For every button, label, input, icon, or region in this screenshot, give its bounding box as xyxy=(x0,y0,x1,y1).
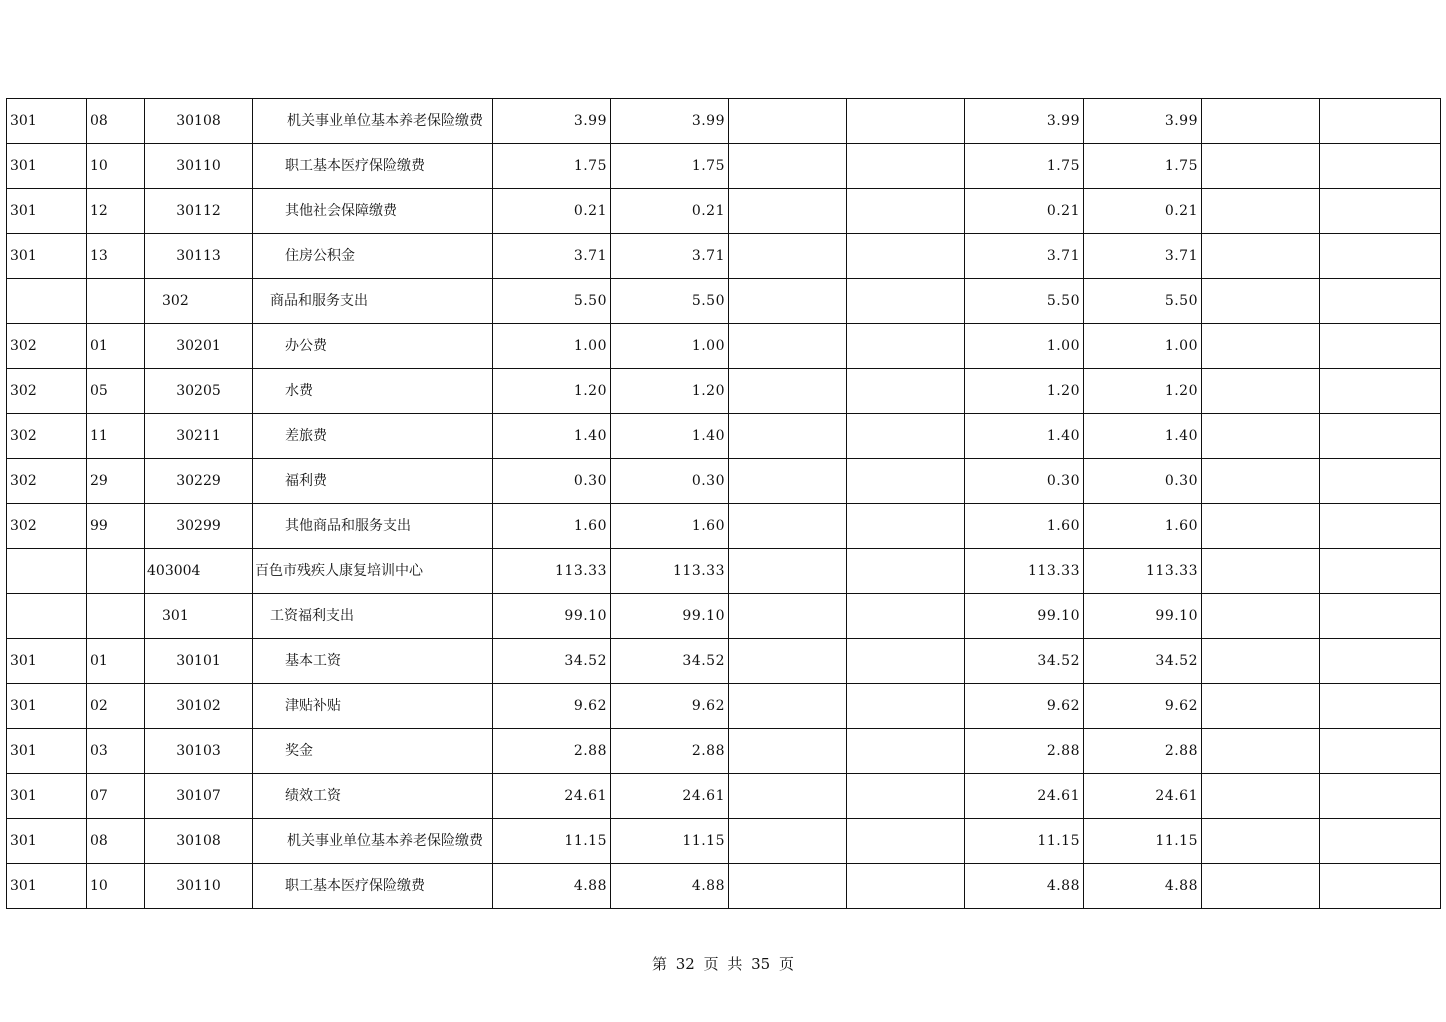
amount-cell xyxy=(1320,819,1441,864)
amount-cell: 1.40 xyxy=(611,414,729,459)
item-code-cell: 01 xyxy=(87,324,145,369)
amount-cell xyxy=(847,729,965,774)
item-code-cell: 05 xyxy=(87,369,145,414)
amount-cell xyxy=(1202,729,1320,774)
table-row xyxy=(7,234,1441,279)
amount-cell: 1.75 xyxy=(1084,144,1202,189)
amount-cell xyxy=(729,189,847,234)
amount-cell xyxy=(729,414,847,459)
amount-cell xyxy=(847,819,965,864)
class-code-cell: 302 xyxy=(7,369,87,414)
amount-cell xyxy=(1320,594,1441,639)
subject-code-cell: 30110 xyxy=(145,144,253,189)
amount-cell: 4.88 xyxy=(493,864,611,909)
table-row xyxy=(7,414,1441,459)
table-row xyxy=(7,549,1441,594)
subject-code-cell: 403004 xyxy=(145,549,253,594)
item-code-cell: 10 xyxy=(87,144,145,189)
item-code-cell: 07 xyxy=(87,774,145,819)
amount-cell: 2.88 xyxy=(965,729,1084,774)
amount-cell: 3.99 xyxy=(965,99,1084,144)
subject-name-cell: 福利费 xyxy=(253,459,493,504)
class-code-cell xyxy=(7,279,87,324)
amount-cell: 0.21 xyxy=(1084,189,1202,234)
amount-cell xyxy=(729,504,847,549)
class-code-cell xyxy=(7,549,87,594)
subject-code-cell: 30229 xyxy=(145,459,253,504)
amount-cell: 5.50 xyxy=(493,279,611,324)
subject-name-cell: 机关事业单位基本养老保险缴费 xyxy=(253,819,493,864)
class-code-cell: 301 xyxy=(7,774,87,819)
amount-cell xyxy=(1320,369,1441,414)
amount-cell xyxy=(847,144,965,189)
amount-cell xyxy=(1320,549,1441,594)
subject-name-cell: 百色市残疾人康复培训中心 xyxy=(253,549,493,594)
amount-cell: 3.99 xyxy=(611,99,729,144)
amount-cell xyxy=(1202,459,1320,504)
amount-cell xyxy=(1202,99,1320,144)
amount-cell xyxy=(1320,774,1441,819)
amount-cell xyxy=(847,504,965,549)
amount-cell: 9.62 xyxy=(1084,684,1202,729)
table-row xyxy=(7,324,1441,369)
amount-cell: 1.75 xyxy=(493,144,611,189)
amount-cell: 1.75 xyxy=(965,144,1084,189)
class-code-cell: 301 xyxy=(7,99,87,144)
amount-cell xyxy=(729,819,847,864)
amount-cell xyxy=(729,684,847,729)
class-code-cell xyxy=(7,594,87,639)
amount-cell: 11.15 xyxy=(965,819,1084,864)
subject-name-cell: 工资福利支出 xyxy=(253,594,493,639)
table-row xyxy=(7,459,1441,504)
amount-cell xyxy=(1202,414,1320,459)
amount-cell: 11.15 xyxy=(493,819,611,864)
subject-name-cell: 办公费 xyxy=(253,324,493,369)
amount-cell xyxy=(1202,234,1320,279)
amount-cell: 3.99 xyxy=(493,99,611,144)
subject-code-cell: 30113 xyxy=(145,234,253,279)
subject-code-cell: 30107 xyxy=(145,774,253,819)
amount-cell: 34.52 xyxy=(1084,639,1202,684)
class-code-cell: 302 xyxy=(7,414,87,459)
amount-cell xyxy=(847,369,965,414)
subject-code-cell: 30299 xyxy=(145,504,253,549)
item-code-cell: 11 xyxy=(87,414,145,459)
item-code-cell: 08 xyxy=(87,99,145,144)
subject-code-cell: 30101 xyxy=(145,639,253,684)
subject-code-cell: 30205 xyxy=(145,369,253,414)
amount-cell xyxy=(1202,144,1320,189)
item-code-cell: 13 xyxy=(87,234,145,279)
amount-cell xyxy=(1202,774,1320,819)
class-code-cell: 301 xyxy=(7,639,87,684)
amount-cell: 5.50 xyxy=(965,279,1084,324)
amount-cell: 5.50 xyxy=(611,279,729,324)
amount-cell: 113.33 xyxy=(1084,549,1202,594)
amount-cell: 9.62 xyxy=(965,684,1084,729)
amount-cell: 113.33 xyxy=(965,549,1084,594)
table-row xyxy=(7,369,1441,414)
amount-cell: 5.50 xyxy=(1084,279,1202,324)
item-code-cell: 08 xyxy=(87,819,145,864)
amount-cell xyxy=(1320,639,1441,684)
class-code-cell: 302 xyxy=(7,504,87,549)
item-code-cell xyxy=(87,594,145,639)
subject-code-cell: 30211 xyxy=(145,414,253,459)
amount-cell xyxy=(729,864,847,909)
table-row xyxy=(7,729,1441,774)
subject-name-cell: 绩效工资 xyxy=(253,774,493,819)
subject-name-cell: 商品和服务支出 xyxy=(253,279,493,324)
amount-cell: 1.60 xyxy=(611,504,729,549)
page-footer: 第 32 页 共 35 页 xyxy=(651,955,794,973)
table-row xyxy=(7,684,1441,729)
subject-name-cell: 津贴补贴 xyxy=(253,684,493,729)
item-code-cell: 12 xyxy=(87,189,145,234)
amount-cell: 2.88 xyxy=(1084,729,1202,774)
amount-cell xyxy=(847,279,965,324)
amount-cell xyxy=(847,99,965,144)
amount-cell: 3.71 xyxy=(965,234,1084,279)
item-code-cell xyxy=(87,549,145,594)
subject-code-cell: 30112 xyxy=(145,189,253,234)
amount-cell: 113.33 xyxy=(493,549,611,594)
item-code-cell: 01 xyxy=(87,639,145,684)
class-code-cell: 302 xyxy=(7,324,87,369)
amount-cell xyxy=(847,189,965,234)
subject-code-cell: 301 xyxy=(145,594,253,639)
subject-name-cell: 基本工资 xyxy=(253,639,493,684)
amount-cell: 3.71 xyxy=(1084,234,1202,279)
class-code-cell: 301 xyxy=(7,189,87,234)
amount-cell xyxy=(1202,819,1320,864)
item-code-cell: 99 xyxy=(87,504,145,549)
amount-cell: 3.71 xyxy=(611,234,729,279)
amount-cell: 24.61 xyxy=(1084,774,1202,819)
item-code-cell: 03 xyxy=(87,729,145,774)
amount-cell: 99.10 xyxy=(1084,594,1202,639)
amount-cell xyxy=(729,549,847,594)
amount-cell xyxy=(1202,594,1320,639)
amount-cell: 2.88 xyxy=(493,729,611,774)
amount-cell: 3.71 xyxy=(493,234,611,279)
amount-cell xyxy=(847,684,965,729)
table-row xyxy=(7,594,1441,639)
amount-cell: 4.88 xyxy=(965,864,1084,909)
amount-cell xyxy=(1320,234,1441,279)
amount-cell: 1.40 xyxy=(1084,414,1202,459)
class-code-cell: 302 xyxy=(7,459,87,504)
amount-cell: 9.62 xyxy=(493,684,611,729)
amount-cell: 99.10 xyxy=(611,594,729,639)
item-code-cell xyxy=(87,279,145,324)
amount-cell xyxy=(1202,504,1320,549)
class-code-cell: 301 xyxy=(7,234,87,279)
amount-cell xyxy=(847,414,965,459)
subject-name-cell: 奖金 xyxy=(253,729,493,774)
amount-cell: 1.00 xyxy=(1084,324,1202,369)
amount-cell xyxy=(1320,504,1441,549)
amount-cell xyxy=(729,324,847,369)
amount-cell xyxy=(847,459,965,504)
amount-cell: 1.20 xyxy=(1084,369,1202,414)
amount-cell xyxy=(1202,324,1320,369)
table-row xyxy=(7,279,1441,324)
amount-cell: 2.88 xyxy=(611,729,729,774)
amount-cell xyxy=(1202,864,1320,909)
budget-table xyxy=(6,98,1441,909)
amount-cell xyxy=(729,279,847,324)
amount-cell: 24.61 xyxy=(965,774,1084,819)
amount-cell: 0.21 xyxy=(965,189,1084,234)
subject-name-cell: 职工基本医疗保险缴费 xyxy=(253,864,493,909)
subject-code-cell: 30108 xyxy=(145,819,253,864)
subject-name-cell: 机关事业单位基本养老保险缴费 xyxy=(253,99,493,144)
item-code-cell: 10 xyxy=(87,864,145,909)
table-row xyxy=(7,144,1441,189)
amount-cell: 1.20 xyxy=(965,369,1084,414)
amount-cell: 24.61 xyxy=(611,774,729,819)
table-row xyxy=(7,639,1441,684)
amount-cell xyxy=(1320,99,1441,144)
amount-cell xyxy=(729,594,847,639)
amount-cell: 99.10 xyxy=(493,594,611,639)
amount-cell: 1.20 xyxy=(493,369,611,414)
amount-cell: 3.99 xyxy=(1084,99,1202,144)
subject-code-cell: 30110 xyxy=(145,864,253,909)
amount-cell xyxy=(1320,864,1441,909)
amount-cell: 1.00 xyxy=(611,324,729,369)
amount-cell xyxy=(847,324,965,369)
amount-cell xyxy=(1320,414,1441,459)
class-code-cell: 301 xyxy=(7,729,87,774)
amount-cell xyxy=(847,549,965,594)
amount-cell: 1.00 xyxy=(493,324,611,369)
amount-cell: 1.40 xyxy=(965,414,1084,459)
class-code-cell: 301 xyxy=(7,819,87,864)
amount-cell xyxy=(1320,144,1441,189)
subject-code-cell: 302 xyxy=(145,279,253,324)
amount-cell: 1.40 xyxy=(493,414,611,459)
amount-cell xyxy=(729,459,847,504)
amount-cell xyxy=(729,144,847,189)
amount-cell xyxy=(1320,324,1441,369)
amount-cell xyxy=(729,99,847,144)
amount-cell xyxy=(847,639,965,684)
subject-name-cell: 其他社会保障缴费 xyxy=(253,189,493,234)
amount-cell xyxy=(729,774,847,819)
subject-name-cell: 其他商品和服务支出 xyxy=(253,504,493,549)
amount-cell xyxy=(847,774,965,819)
amount-cell: 1.60 xyxy=(965,504,1084,549)
amount-cell xyxy=(847,864,965,909)
amount-cell: 1.60 xyxy=(1084,504,1202,549)
amount-cell xyxy=(1202,639,1320,684)
amount-cell: 11.15 xyxy=(1084,819,1202,864)
subject-name-cell: 职工基本医疗保险缴费 xyxy=(253,144,493,189)
amount-cell xyxy=(1202,279,1320,324)
amount-cell: 1.00 xyxy=(965,324,1084,369)
table-row xyxy=(7,99,1441,144)
table-row xyxy=(7,189,1441,234)
amount-cell xyxy=(847,234,965,279)
amount-cell: 113.33 xyxy=(611,549,729,594)
amount-cell: 34.52 xyxy=(493,639,611,684)
item-code-cell: 02 xyxy=(87,684,145,729)
item-code-cell: 29 xyxy=(87,459,145,504)
amount-cell: 24.61 xyxy=(493,774,611,819)
amount-cell: 0.21 xyxy=(493,189,611,234)
amount-cell: 1.60 xyxy=(493,504,611,549)
amount-cell xyxy=(1202,369,1320,414)
subject-code-cell: 30108 xyxy=(145,99,253,144)
amount-cell: 0.30 xyxy=(1084,459,1202,504)
amount-cell: 4.88 xyxy=(611,864,729,909)
subject-name-cell: 水费 xyxy=(253,369,493,414)
amount-cell: 0.21 xyxy=(611,189,729,234)
class-code-cell: 301 xyxy=(7,864,87,909)
amount-cell: 34.52 xyxy=(611,639,729,684)
amount-cell xyxy=(1320,684,1441,729)
amount-cell: 11.15 xyxy=(611,819,729,864)
table-row xyxy=(7,864,1441,909)
subject-code-cell: 30201 xyxy=(145,324,253,369)
amount-cell: 0.30 xyxy=(493,459,611,504)
subject-code-cell: 30102 xyxy=(145,684,253,729)
amount-cell: 1.75 xyxy=(611,144,729,189)
class-code-cell: 301 xyxy=(7,684,87,729)
amount-cell xyxy=(847,594,965,639)
amount-cell: 1.20 xyxy=(611,369,729,414)
table-row xyxy=(7,504,1441,549)
amount-cell xyxy=(1202,189,1320,234)
table-row xyxy=(7,819,1441,864)
subject-name-cell: 差旅费 xyxy=(253,414,493,459)
amount-cell: 0.30 xyxy=(611,459,729,504)
subject-name-cell: 住房公积金 xyxy=(253,234,493,279)
amount-cell xyxy=(1320,459,1441,504)
amount-cell: 0.30 xyxy=(965,459,1084,504)
table-row xyxy=(7,774,1441,819)
amount-cell xyxy=(1320,279,1441,324)
amount-cell xyxy=(1202,549,1320,594)
amount-cell xyxy=(729,234,847,279)
amount-cell xyxy=(1202,684,1320,729)
class-code-cell: 301 xyxy=(7,144,87,189)
amount-cell xyxy=(729,729,847,774)
amount-cell: 4.88 xyxy=(1084,864,1202,909)
amount-cell xyxy=(729,639,847,684)
amount-cell xyxy=(1320,729,1441,774)
subject-code-cell: 30103 xyxy=(145,729,253,774)
amount-cell: 9.62 xyxy=(611,684,729,729)
amount-cell xyxy=(1320,189,1441,234)
amount-cell: 34.52 xyxy=(965,639,1084,684)
amount-cell xyxy=(729,369,847,414)
amount-cell: 99.10 xyxy=(965,594,1084,639)
